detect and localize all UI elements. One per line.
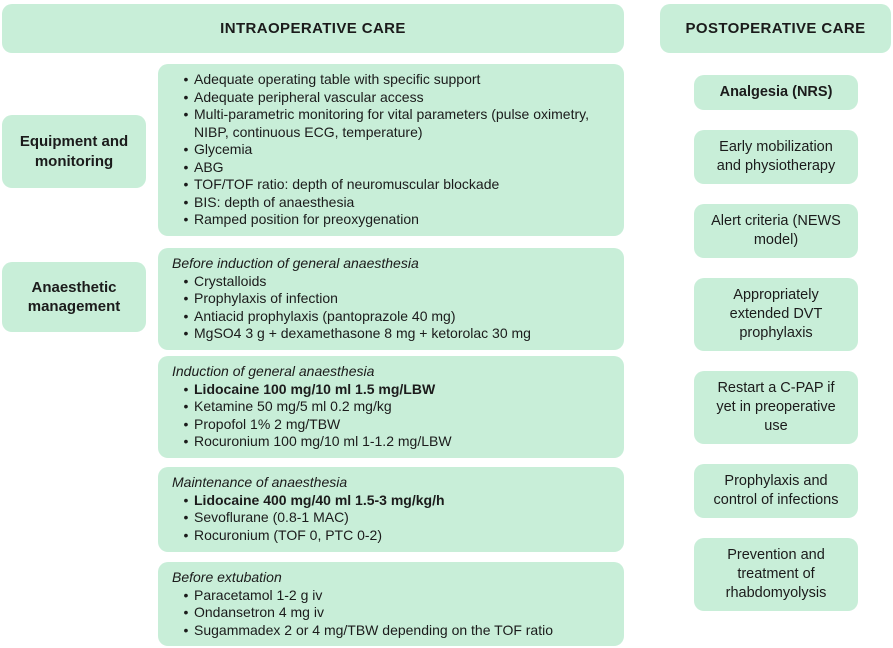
bullet-item [172, 106, 610, 141]
postoperative-box-label: Analgesia (NRS) [719, 84, 833, 100]
bullet-dot-icon: • [183, 380, 189, 397]
bullet-item [172, 325, 610, 343]
postoperative-column [694, 75, 858, 611]
row-label-equipment-and-monitoring: Equipment and monitoring [2, 115, 146, 188]
postoperative-box [694, 371, 858, 444]
bullet-item [172, 176, 610, 194]
bullet-dot-icon: • [183, 415, 189, 432]
box-heading-maintenance: Maintenance of anaesthesia [172, 474, 348, 490]
before-extubation-box [158, 562, 624, 646]
postoperative-box-label: Prophylaxis and control of infections [713, 473, 839, 508]
postoperative-box [694, 538, 858, 611]
bullet-item [172, 398, 610, 416]
row-label-anaesthetic-management: Anaesthetic management [2, 262, 146, 332]
bullet-item [172, 492, 610, 510]
bullet-item [172, 604, 610, 622]
bullet-item-text: Lidocaine 400 mg/40 ml 1.5-3 mg/kg/h [194, 491, 445, 508]
postoperative-box-label: Alert criteria (NEWS model) [711, 213, 841, 248]
intraoperative-care-header: INTRAOPERATIVE CARE [2, 4, 624, 53]
bullet-item [172, 416, 610, 434]
box-heading-before-induction: Before induction of general anaesthesia [172, 255, 419, 271]
before-induction-box [158, 248, 624, 350]
postoperative-box-label: Appropriately extended DVT prophylaxis [729, 287, 823, 341]
bullet-item-text: Sevoflurane (0.8-1 MAC) [194, 509, 349, 525]
postoperative-box-label: Early mobilization and physiotherapy [716, 139, 836, 174]
before-induction-bullet-list [172, 273, 610, 343]
bullet-dot-icon: • [183, 71, 189, 87]
bullet-item-text: Lidocaine 100 mg/10 ml 1.5 mg/LBW [194, 380, 436, 397]
bullet-dot-icon: • [183, 509, 189, 525]
bullet-dot-icon: • [183, 433, 189, 449]
induction-bullet-list [172, 381, 610, 451]
bullet-dot-icon: • [183, 106, 189, 122]
bullet-dot-icon: • [183, 398, 189, 414]
bullet-dot-icon: • [183, 193, 189, 210]
bullet-item-text: Ondansetron 4 mg iv [194, 604, 324, 620]
equipment-monitoring-box [158, 64, 624, 236]
postoperative-box-label: Prevention and treatment of rhabdomyolysis [725, 547, 827, 601]
postoperative-box-label: Restart a C-PAP if yet in preoperative use [716, 380, 836, 434]
bullet-item-text: Ketamine 50 mg/5 ml 0.2 mg/kg [194, 398, 392, 414]
bullet-item-text: BIS: depth of anaesthesia [194, 193, 355, 210]
bullet-dot-icon: • [183, 621, 189, 638]
bullet-item [172, 273, 610, 291]
bullet-item [172, 527, 610, 545]
before-extubation-bullet-list [172, 587, 610, 640]
bullet-dot-icon: • [183, 586, 189, 603]
bullet-item-text: Ramped position for preoxygenation [194, 211, 419, 227]
maintenance-bullet-list [172, 492, 610, 545]
bullet-item-text: Multi-parametric monitoring for vital parameters (pulse oximetry, NIBP, continuous ECG, temperature) [194, 106, 589, 140]
bullet-item-text: Adequate peripheral vascular access [194, 88, 424, 105]
bullet-dot-icon: • [183, 491, 189, 508]
bullet-dot-icon: • [183, 141, 189, 157]
bullet-item-text: Paracetamol 1-2 g iv [194, 586, 323, 603]
box-heading-induction: Induction of general anaesthesia [172, 363, 375, 379]
bullet-item [172, 290, 610, 308]
bullet-item [172, 587, 610, 605]
bullet-item [172, 381, 610, 399]
bullet-item-text: Rocuronium 100 mg/10 ml 1-1.2 mg/LBW [194, 433, 452, 449]
bullet-dot-icon: • [183, 176, 189, 192]
bullet-dot-icon: • [183, 211, 189, 227]
bullet-item [172, 71, 610, 89]
bullet-item-text: Rocuronium (TOF 0, PTC 0-2) [194, 526, 383, 543]
box-heading-before-extubation: Before extubation [172, 569, 282, 585]
bullet-item [172, 159, 610, 177]
bullet-item-text: Propofol 1% 2 mg/TBW [194, 415, 341, 432]
postoperative-box [694, 75, 858, 110]
bullet-item [172, 622, 610, 640]
bullet-dot-icon: • [183, 158, 189, 175]
postoperative-box [694, 464, 858, 518]
postoperative-box [694, 130, 858, 184]
bullet-dot-icon: • [183, 290, 189, 306]
bullet-dot-icon: • [183, 526, 189, 543]
induction-box [158, 356, 624, 458]
bullet-item [172, 89, 610, 107]
bullet-item-text: Adequate operating table with specific support [194, 71, 481, 87]
bullet-item [172, 308, 610, 326]
postoperative-box [694, 278, 858, 351]
bullet-dot-icon: • [183, 325, 189, 341]
bullet-item [172, 433, 610, 451]
bullet-item-text: ABG [194, 158, 224, 175]
bullet-dot-icon: • [183, 307, 189, 324]
bullet-item [172, 141, 610, 159]
maintenance-box [158, 467, 624, 552]
bullet-item-text: Crystalloids [194, 272, 267, 289]
bullet-item [172, 509, 610, 527]
bullet-item-text: Glycemia [194, 141, 253, 157]
bullet-item-text: Prophylaxis of infection [194, 290, 338, 306]
bullet-item-text: TOF/TOF ratio: depth of neuromuscular blockade [194, 176, 500, 192]
bullet-dot-icon: • [183, 604, 189, 620]
bullet-item-text: MgSO4 3 g + dexamethasone 8 mg + ketorolac 30 mg [194, 325, 531, 341]
bullet-item-text: Sugammadex 2 or 4 mg/TBW depending on the TOF ratio [194, 621, 554, 638]
postoperative-care-header: POSTOPERATIVE CARE [660, 4, 891, 53]
equipment-bullet-list [172, 71, 610, 229]
bullet-item-text: Antiacid prophylaxis (pantoprazole 40 mg) [194, 307, 456, 324]
bullet-item [172, 194, 610, 212]
bullet-dot-icon: • [183, 272, 189, 289]
postoperative-box [694, 204, 858, 258]
bullet-item [172, 211, 610, 229]
bullet-dot-icon: • [183, 88, 189, 105]
